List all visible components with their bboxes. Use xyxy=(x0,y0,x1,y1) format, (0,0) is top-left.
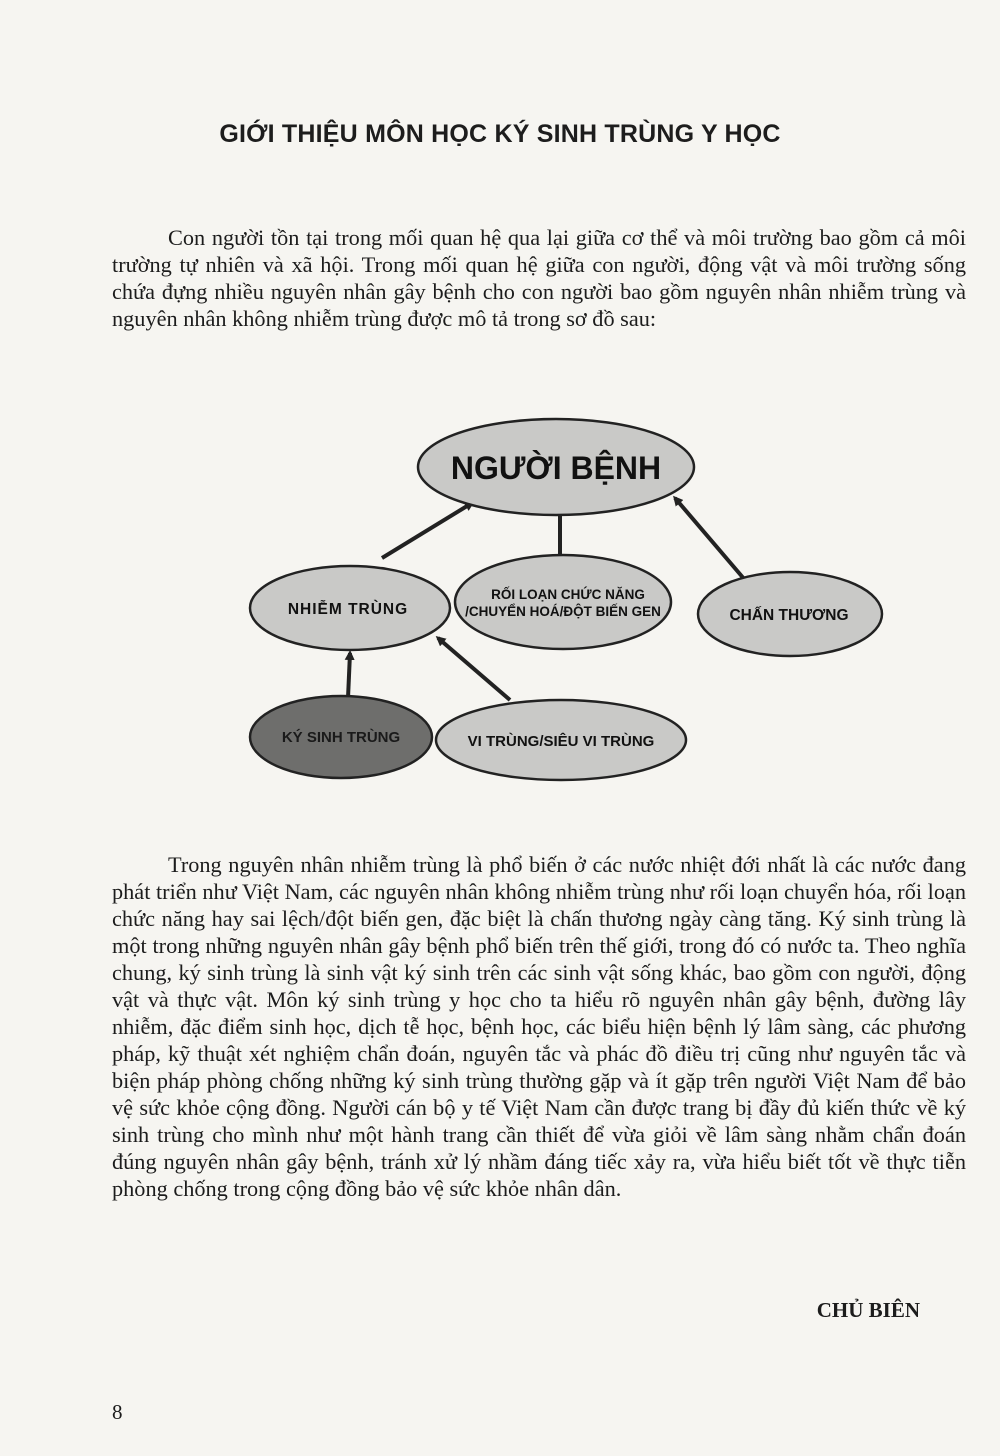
node-nhiem-trung xyxy=(250,566,450,650)
arrow-ksd-to-nhiem xyxy=(348,653,350,698)
main-paragraph: Trong nguyên nhân nhiễm trùng là phổ biến ở các nước nhiệt đới nhất là các nước đang phát triển như Việt Nam, các nguyên nhân không nhiễm trùng như rối loạn chuyển hóa, rối loạn chức năng hay sai lệch/đột biến gen, đặc biệt là chấn thương ngày càng tăng. Ký sinh trùng là một trong những nguyên nhân gây bệnh phổ biến trên thế giới, trong đó có nước ta. Theo nghĩa chung, ký sinh trùng là sinh vật ký sinh trên các sinh vật sống khác, bao gồm con người, động vật và thực vật. Môn ký sinh trùng y học cho ta hiểu rõ nguyên nhân gây bệnh, đường lây nhiễm, đặc điểm sinh học, dịch tễ học, bệnh học, các biểu hiện bệnh lý lâm sàng, các phương pháp, kỹ thuật xét nghiệm chẩn đoán, nguyên tắc và phác đồ điều trị cũng như nguyên tắc và biện pháp phòng chống những ký sinh trùng thường gặp và ít gặp trên người Việt Nam để bảo vệ sức khỏe cộng đồng. Người cán bộ y tế Việt Nam cần được trang bị đầy đủ kiến thức về ký sinh trùng cho mình như một hành trang cần thiết để vừa giỏi về lâm sàng nhằm chẩn đoán đúng nguyên nhân gây bệnh, tránh xử lý nhầm đáng tiếc xảy ra, vừa hiểu biết tốt về thực tiễn phòng chống trong cộng đồng bảo vệ sức khỏe nhân dân. xyxy=(112,852,967,1201)
page-number: 8 xyxy=(112,1400,123,1424)
node-chan-thuong xyxy=(698,572,882,656)
cause-diagram xyxy=(240,410,900,790)
node-roi-loan-label-1: RỐI LOẠN CHỨC NĂNG xyxy=(491,587,645,602)
signature: CHỦ BIÊN xyxy=(816,1298,920,1322)
node-vi-trung xyxy=(436,700,686,780)
arrow-vitrung-to-nhiem xyxy=(438,638,510,700)
arrow-nhiem-to-nguoi xyxy=(382,503,472,558)
node-roi-loan xyxy=(455,555,671,649)
node-ky-sinh-trung xyxy=(250,696,432,778)
arrow-chan-to-nguoi xyxy=(675,498,745,580)
node-nguoi-benh-label: NGƯỜI BỆNH xyxy=(450,450,662,486)
node-ky-sinh-trung-label: KÝ SINH TRÙNG xyxy=(281,729,401,746)
node-vi-trung-label: VI TRÙNG/SIÊU VI TRÙNG xyxy=(467,733,655,750)
node-roi-loan-label-2: /CHUYỂN HOÁ/ĐỘT BIẾN GEN xyxy=(465,604,661,619)
node-chan-thuong-label: CHẤN THƯƠNG xyxy=(729,607,849,624)
node-nguoi-benh xyxy=(418,419,694,515)
intro-paragraph: Con người tồn tại trong mối quan hệ qua lại giữa cơ thể và môi trường bao gồm cả môi trường tự nhiên và xã hội. Trong mối quan hệ giữa con người, động vật và môi trường sống chứa đựng nhiều nguyên nhân gây bệnh cho con người bao gồm nguyên nhân nhiễm trùng và nguyên nhân không nhiễm trùng được mô tả trong sơ đồ sau: xyxy=(112,225,966,331)
page-title: GIỚI THIỆU MÔN HỌC KÝ SINH TRÙNG Y HỌC xyxy=(219,120,781,148)
node-nhiem-trung-label: NHIỄM TRÙNG xyxy=(287,601,409,618)
